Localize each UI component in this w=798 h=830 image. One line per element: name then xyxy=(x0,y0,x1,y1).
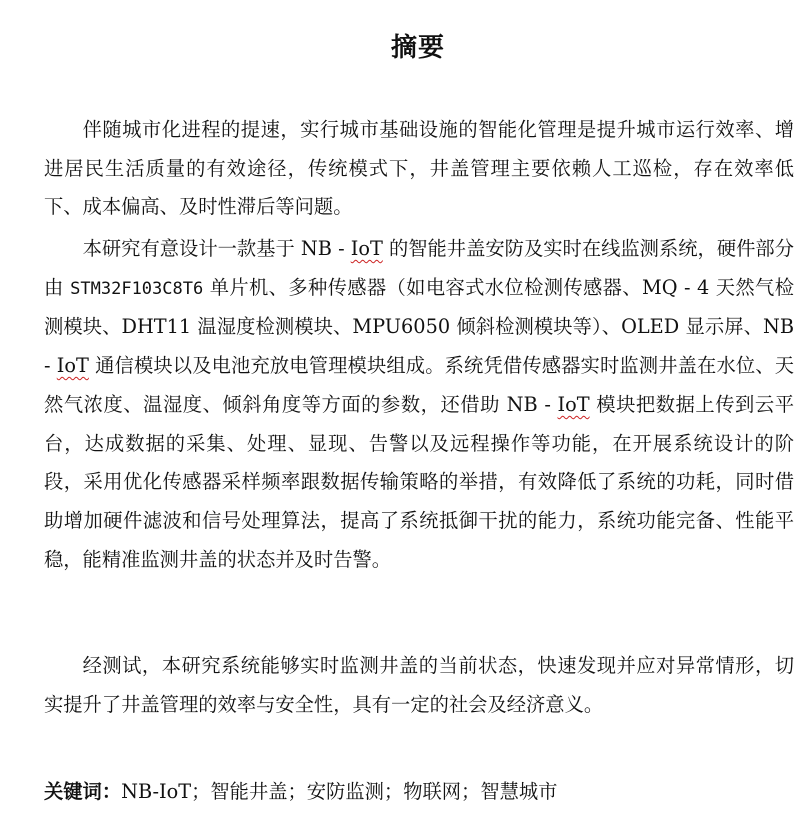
keywords-list: NB-IoT；智能井盖；安防监测；物联网；智慧城市 xyxy=(121,780,558,803)
paragraph-2-text-3: 单片机、多种传感器（如电容式水位检测传感器、MQ - 4 天然气检测模块、DHT11 温湿度检测模块、MPU6050 倾斜检测模块等）、OLED 显示屏、NB - xyxy=(44,275,794,378)
abstract-paragraph-1: 伴随城市化进程的提速，实行城市基础设施的智能化管理是提升城市运行效率、增进居民生活质量的有效途径，传统模式下，井盖管理主要依赖人工巡检，存在效率低下、成本偏高、及时性滞后等问题。 xyxy=(44,118,794,219)
keywords-label: 关键词： xyxy=(44,780,122,803)
paragraph-2-text-5: 模块把数据上传到云平台，达成数据的采集、处理、显现、告警以及远程操作等功能，在开展系统设计的阶段，采用优化传感器采样频率跟数据传输策略的举措，有效降低了系统的功耗，同时借助增加硬件滤波和信号处理算法，提高了系统抵御干扰的能力，系统功能完备、性能平稳，能精准监测井盖的状态并及时告警。 xyxy=(44,392,794,571)
paragraph-2-text-4: 通信模块以及电池充放电管理模块组成。系统凭借传感器实时监测井盖在水位、天然气浓度、温湿度、倾斜角度等方面的参数，还借助 NB - xyxy=(44,354,794,416)
abstract-paragraph-3: 经测试，本研究系统能够实时监测井盖的当前状态，快速发现并应对异常情形，切实提升了井盖管理的效率与安全性，具有一定的社会及经济意义。 xyxy=(44,654,794,716)
abstract-title: 摘要 xyxy=(390,33,445,63)
iot-term-3: IoT xyxy=(557,392,590,416)
paragraph-2-text-1: 本研究有意设计一款基于 NB - xyxy=(82,237,351,260)
keywords-line xyxy=(44,773,557,811)
abstract-paragraph-2 xyxy=(44,230,794,579)
iot-term-2: IoT xyxy=(56,354,89,378)
paragraph-2-text-2: 的智能井盖安防及实时在线监测系统，硬件部分由 xyxy=(44,237,794,299)
iot-term-1: IoT xyxy=(350,237,383,260)
mcu-model: STM32F103C8T6 xyxy=(70,278,204,299)
